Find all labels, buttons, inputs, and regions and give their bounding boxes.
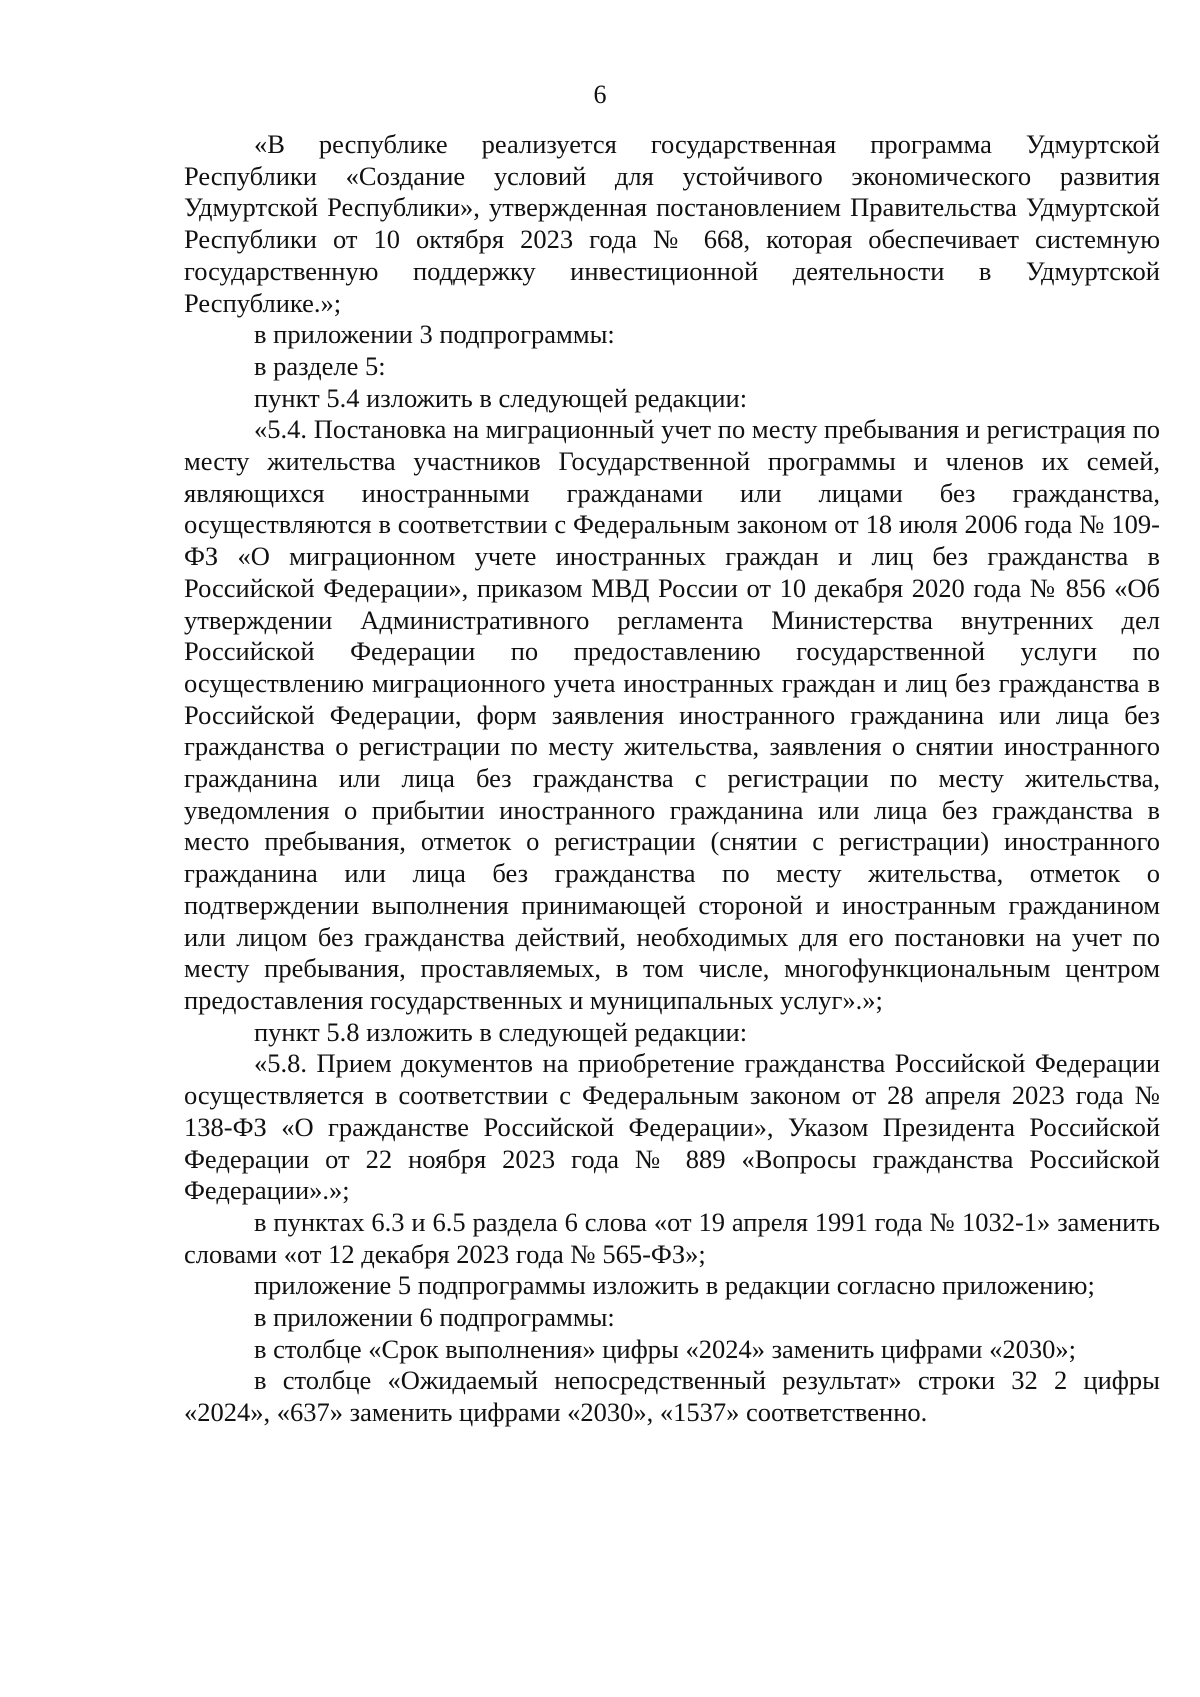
paragraph-program-description: «В республике реализуется государственная программа Удмуртской Республики «Создание условий для устойчивого экономического развития Удмуртской Республики», утвержденная постановлением Правительства Удмуртской Республики от 10 октября 2023 года № 668, которая обеспечивает системную государственную поддержку инвестиционной деятельности в Удмуртской Республике.»; [184,129,1160,318]
paragraph-appendix-6: в приложении 6 подпрограммы: [254,1302,615,1333]
paragraph-item-5-8-intro: пункт 5.8 изложить в следующей редакции: [254,1016,748,1047]
paragraph-item-5-8-text: «5.8. Прием документов на приобретение гражданства Российской Федерации осуществляется в соответствии с Федеральным законом от 28 апреля 2023 года № 138-ФЗ «О гражданстве Российской Федерации», Указом Президента Российской Федерации от 22 ноября 2023 года № 889 «Вопросы гражданства Российской Федерации».»; [184,1048,1160,1206]
paragraph-result-column: в столбце «Ожидаемый непосредственный результат» строки 32 2 цифры «2024», «637» заменить цифрами «2030», «1537» соответственно. [184,1365,1160,1428]
page-number: 6 [593,80,607,109]
paragraph-deadline-column: в столбце «Срок выполнения» цифры «2024» заменить цифрами «2030»; [254,1333,1076,1364]
paragraph-item-5-4-text: «5.4. Постановка на миграционный учет по месту пребывания и регистрация по месту жительства участников Государственной программы и членов их семей, являющихся иностранными гражданами или лицами без гражданства, осуществляются в соответствии с Федеральным законом от 18 июля 2006 года № 109-ФЗ «О миграционном учете иностранных граждан и лиц без гражданства в Российской Федерации», приказом МВД России от 10 декабря 2020 года № 856 «Об утверждении Административного регламента Министерства внутренних дел Российской Федерации по предоставлению государственной услуги по осуществлению миграционного учета иностранных граждан и лиц без гражданства в Российской Федерации, форм заявления иностранного гражданина или лица без гражданства о регистрации по месту жительства, заявления о снятии иностранного гражданина или лица без гражданства с регистрации по месту жительства, уведомления о прибытии иностранного гражданина или лица без гражданства в место пребывания, отметок о регистрации (снятии с регистрации) иностранного гражданина или лица без гражданства по месту жительства, отметок о подтверждении выполнения принимающей стороной и иностранным гражданином или лицом без гражданства действий, необходимых для его постановки на учет по месту пребывания, проставляемых, в том числе, многофункциональным центром предоставления государственных и муниципальных услуг».»; [184,414,1160,1015]
paragraph-appendix-5: приложение 5 подпрограммы изложить в редакции согласно приложению; [254,1270,1095,1301]
paragraph-items-6-3-6-5: в пунктах 6.3 и 6.5 раздела 6 слова «от 19 апреля 1991 года № 1032-1» заменить словами «от 12 декабря 2023 года № 565-ФЗ»; [184,1206,1160,1269]
paragraph-item-5-4-intro: пункт 5.4 изложить в следующей редакции: [254,382,748,413]
paragraph-appendix-3: в приложении 3 подпрограммы: [254,319,615,350]
paragraph-section-5: в разделе 5: [254,350,386,381]
document-body [184,129,1160,1429]
